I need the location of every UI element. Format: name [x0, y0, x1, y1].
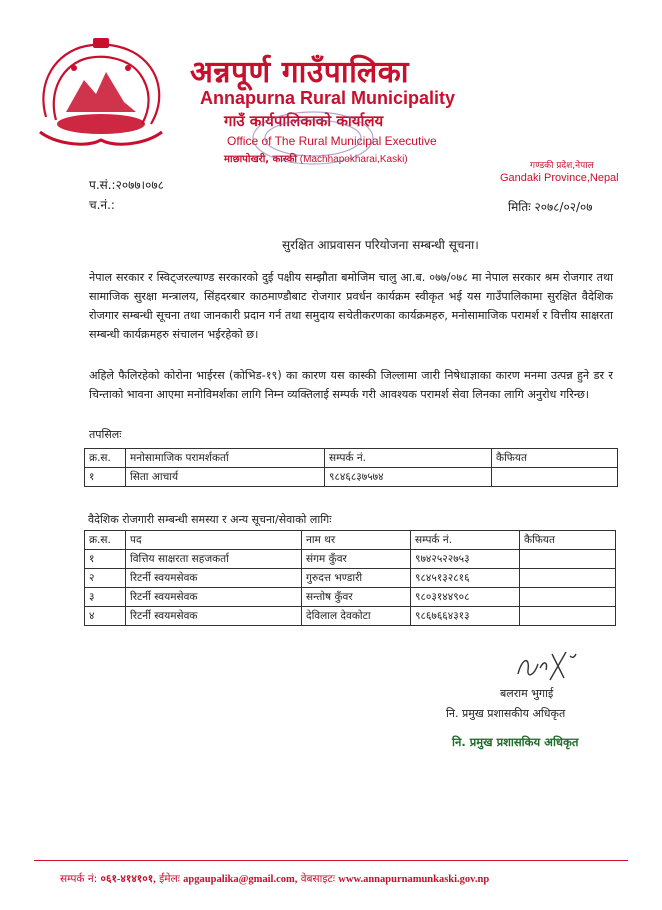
header-cell: कैफियत	[520, 531, 616, 550]
header-cell: सम्पर्क नं.	[411, 531, 520, 550]
cell	[492, 468, 618, 487]
letter-subject: सुरक्षित आप्रवासन परियोजना सम्बन्धी सूचना।	[282, 238, 479, 252]
email-label: ईमेलः	[159, 873, 180, 885]
cell: ९८४५१३२८१६	[411, 569, 520, 588]
header-cell: सम्पर्क नं.	[325, 449, 492, 468]
dispatch-number: च.नं.:	[89, 198, 115, 212]
municipality-title-np: अन्नपूर्ण गाउँपालिका	[190, 55, 410, 90]
address-en: (Machhapokharai,Kaski)	[299, 154, 408, 165]
cell: ९८०३१४४९०८	[411, 588, 520, 607]
cell: देविलाल देवकोटा	[302, 607, 411, 626]
paragraph-text: नेपाल सरकार र स्विट्जरल्याण्ड सरकारको दुई पक्षीय सम्झौता बमोजिम चालु आ.ब. ०७७/०७८ मा नेपाल सरकार श्रम रोजगार तथा सामाजिक सुरक्षा मन्त्रालय, सिंहदरबार काठमाण्डौबाट रोजगार प्रवर्धन कार्यक्रम स्वीकृत भई यस गाउँपालिकामा सुरक्षित वैदेशिक रोजगार सम्बन्धी सूचना तथा जानकारी प्रदान गर्न तथा समुदाय सचेतीकरणका कार्यक्रमहरु, मनोसामाजिक परामर्श र वित्तीय साक्षरता सम्बन्धी कार्यक्रमहरु संचालन भईरहेको छ।	[89, 271, 613, 341]
contact-website[interactable]: www.annapurnamunkaski.gov.np	[338, 874, 490, 885]
counselor-table	[84, 448, 618, 487]
cell: २	[85, 569, 126, 588]
cell: ९८६७६६४३१३	[411, 607, 520, 626]
table-row	[85, 588, 616, 607]
cell: १	[85, 468, 126, 487]
cell: रिटर्नी स्वयमसेवक	[126, 607, 302, 626]
cell: रिटर्नी स्वयमसेवक	[126, 569, 302, 588]
website-label: वेबसाइटः	[300, 873, 335, 885]
table-row	[85, 607, 616, 626]
contact-phone: ०६१-४१४१०१,	[100, 874, 156, 885]
table-header-row	[85, 531, 616, 550]
header-cell: कैफियत	[492, 449, 618, 468]
header-cell: पद	[126, 531, 302, 550]
province-en: Gandaki Province,Nepal	[500, 172, 619, 184]
signatory-name: बलराम भुगाई	[500, 687, 554, 700]
contact-label: सम्पर्क नं:	[60, 873, 98, 885]
header-cell: नाम थर	[302, 531, 411, 550]
municipality-title-en: Annapurna Rural Municipality	[200, 88, 456, 108]
cell: संगम कुँवर	[302, 550, 411, 569]
body-paragraph-2	[89, 366, 613, 404]
contact-email[interactable]: apgaupalika@gmail.com,	[183, 874, 298, 885]
header-cell: क्र.स.	[85, 449, 126, 468]
signatory-title: नि. प्रमुख प्रशासकीय अधिकृत	[446, 707, 566, 720]
municipality-emblem-icon	[26, 32, 176, 152]
table-header-row	[85, 449, 618, 468]
header-cell: मनोसामाजिक परामर्शकर्ता	[126, 449, 325, 468]
details-label: तपसिलः	[89, 428, 122, 441]
office-title-en: Office of The Rural Municipal Executive	[227, 134, 437, 148]
cell: ४	[85, 607, 126, 626]
footer-divider	[34, 860, 628, 861]
handwritten-signature	[512, 648, 582, 686]
paragraph-text: अहिले फैलिरहेको कोरोना भाईरस (कोभिड-१९) का कारण यस कास्की जिल्लामा जारी निषेधाज्ञाका कारण मनमा उत्पन्न हुने डर र चिन्ताको भावना आएमा मनोविमर्शका लागि निम्न व्यक्तिलाई सम्पर्क गरी आवश्यक परामर्श सेवा लिनका लागि अनुरोध गरिन्छ।	[89, 369, 613, 401]
cell: १	[85, 550, 126, 569]
foreign-employment-contacts-table	[84, 530, 616, 626]
footer-contact	[60, 872, 489, 886]
letter-date: मितिः २०७८/०२/०७	[508, 200, 593, 214]
cell	[520, 607, 616, 626]
designation-stamp: नि. प्रमुख प्रशासकिय अधिकृत	[452, 735, 579, 749]
body-paragraph-1	[89, 268, 613, 344]
cell: ९८४६८३७५७४	[325, 468, 492, 487]
cell	[520, 550, 616, 569]
cell	[520, 569, 616, 588]
cell: ९७४२५२२७५३	[411, 550, 520, 569]
table2-label: वैदेशिक रोजगारी सम्बन्धी समस्या र अन्य सूचना/सेवाको लागिः	[88, 513, 332, 526]
reference-number: प.सं.:२०७७।०७८	[89, 178, 164, 192]
cell: ३	[85, 588, 126, 607]
province-np: गण्डकी प्रदेश,नेपाल	[530, 161, 594, 171]
cell: वित्तिय साक्षरता सहजकर्ता	[126, 550, 302, 569]
cell	[520, 588, 616, 607]
table-row	[85, 468, 618, 487]
cell: सिता आचार्य	[126, 468, 325, 487]
address-np: माछापोखरी, कास्की	[224, 154, 298, 165]
office-seal-stamp	[248, 108, 378, 168]
table-row	[85, 550, 616, 569]
cell: गुरुदत्त भण्डारी	[302, 569, 411, 588]
cell: सन्तोष कुँवर	[302, 588, 411, 607]
table-row	[85, 569, 616, 588]
office-title-np: गाउँ कार्यपालिकाको कार्यालय	[224, 112, 384, 130]
cell: रिटर्नी स्वयमसेवक	[126, 588, 302, 607]
header-cell: क्र.स.	[85, 531, 126, 550]
